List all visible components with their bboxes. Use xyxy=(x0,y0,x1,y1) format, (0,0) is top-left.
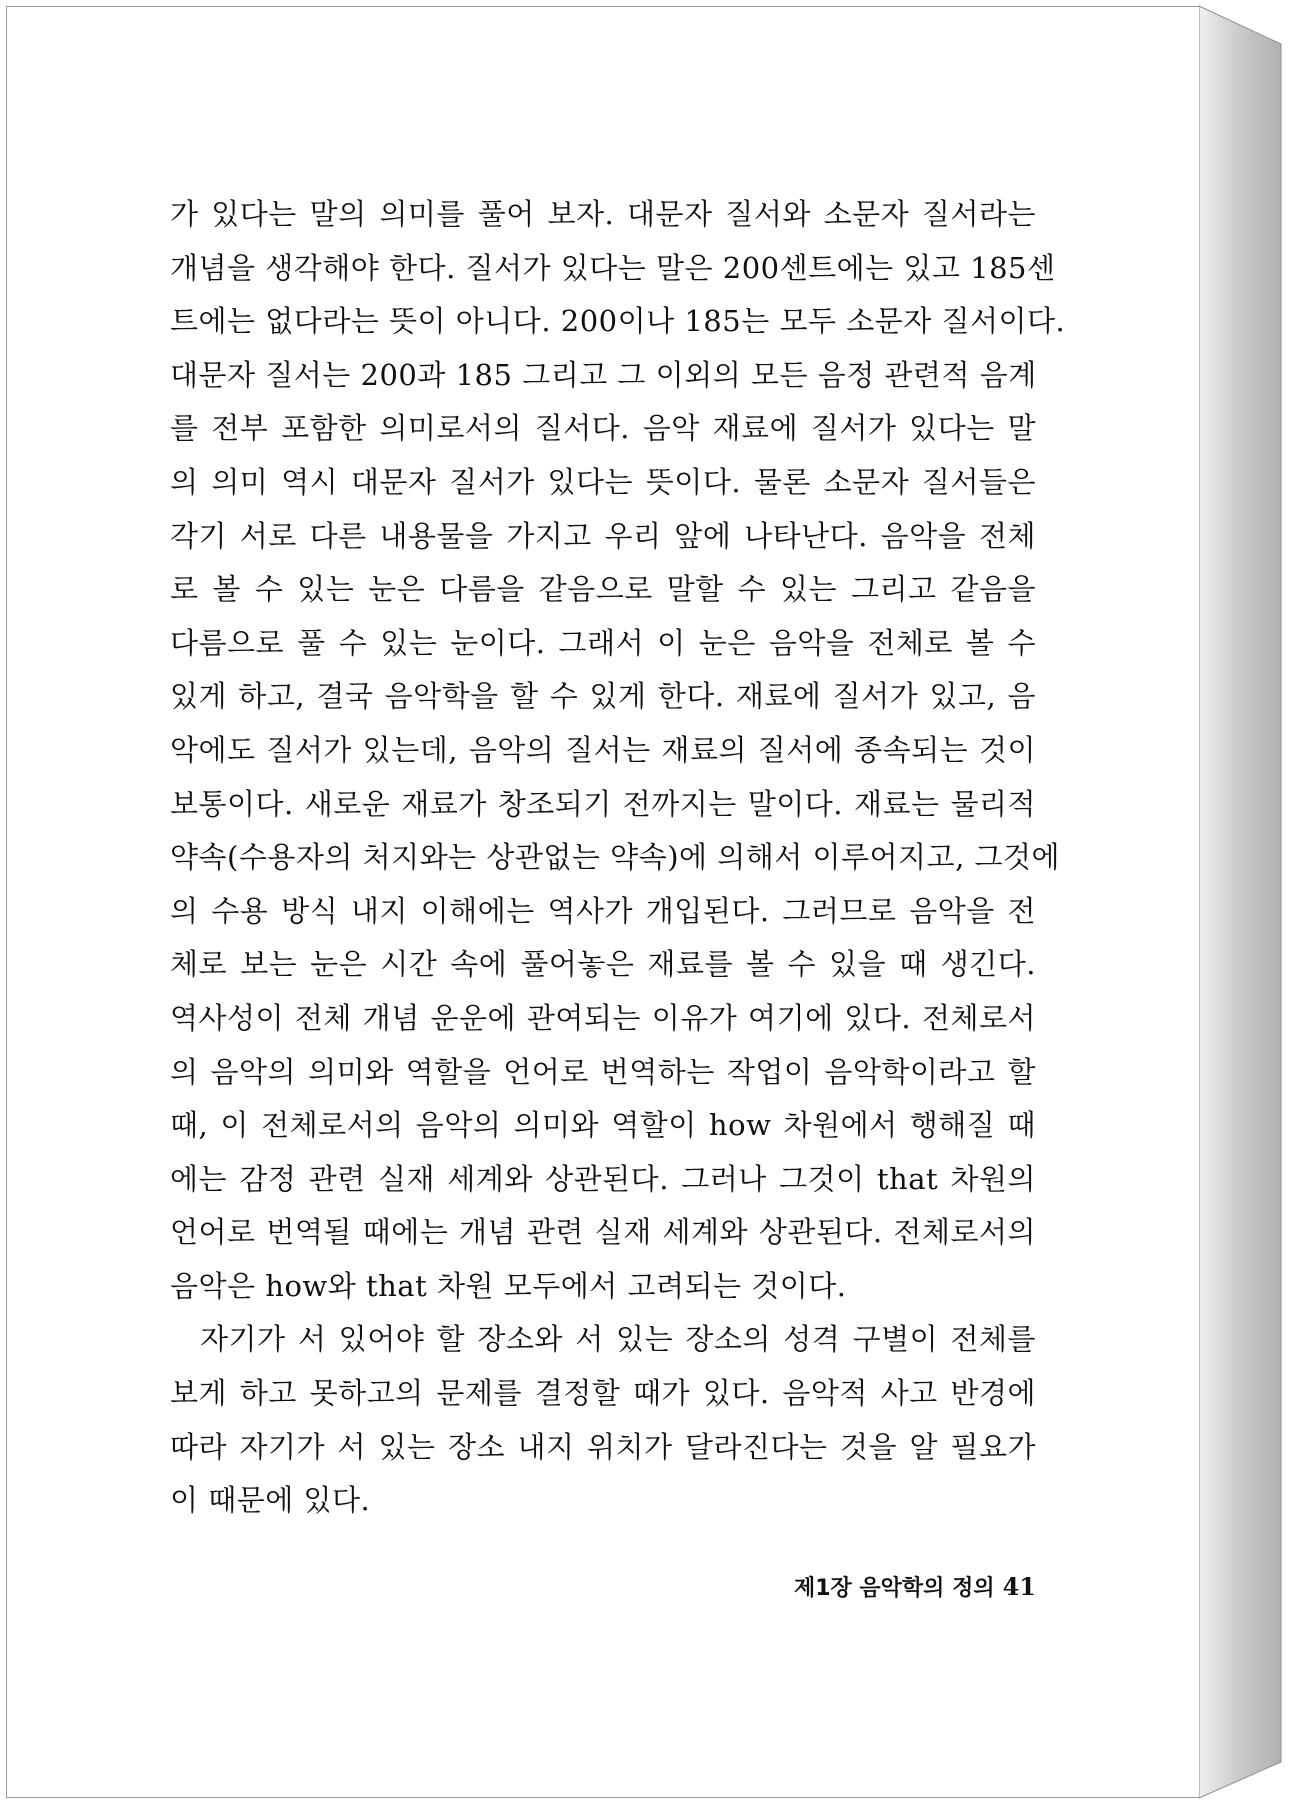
text-line: 개념을 생각해야 한다. 질서가 있다는 말은 200센트에는 있고 185센 xyxy=(170,250,1056,285)
paragraph-2 xyxy=(170,1313,1036,1527)
text-line: 보통이다. 새로운 재료가 창조되기 전까지는 말이다. 재료는 물리적 xyxy=(170,786,1036,821)
text-line: 보게 하고 못하고의 문제를 결정할 때가 있다. 음악적 사고 반경에 xyxy=(170,1376,1036,1411)
text-line: 로 볼 수 있는 눈은 다름을 같음으로 말할 수 있는 그리고 같음을 xyxy=(170,572,1036,607)
chapter-title: 제1장 음악학의 정의 xyxy=(793,1576,995,1601)
text-line: 트에는 없다라는 뜻이 아니다. 200이나 185는 모두 소문자 질서이다. xyxy=(170,304,1066,339)
text-line: 대문자 질서는 200과 185 그리고 그 이외의 모든 음정 관련적 음계 xyxy=(170,357,1037,392)
page-number: 41 xyxy=(1002,1572,1036,1601)
text-line: 때, 이 전체로서의 음악의 의미와 역할이 how 차원에서 행해질 때 xyxy=(170,1108,1036,1143)
text-line: 악에도 질서가 있는데, 음악의 질서는 재료의 질서에 종속되는 것이 xyxy=(170,732,1036,767)
text-line: 가 있다는 말의 의미를 풀어 보자. 대문자 질서와 소문자 질서라는 xyxy=(170,197,1036,231)
text-line: 에는 감정 관련 실재 세계와 상관된다. 그러나 그것이 that 차원의 xyxy=(170,1161,1036,1196)
text-line: 음악은 how와 that 차원 모두에서 고려되는 것이다. xyxy=(170,1268,847,1303)
text-line: 의 수용 방식 내지 이해에는 역사가 개입된다. 그러므로 음악을 전 xyxy=(170,893,1036,928)
text-line: 다름으로 풀 수 있는 눈이다. 그래서 이 눈은 음악을 전체로 볼 수 xyxy=(170,625,1036,660)
text-line: 자기가 서 있어야 할 장소와 서 있는 장소의 성격 구별이 전체를 xyxy=(200,1322,1036,1357)
running-footer xyxy=(736,1571,1036,1602)
text-line: 역사성이 전체 개념 운운에 관여되는 이유가 여기에 있다. 전체로서 xyxy=(170,1000,1036,1035)
paragraph-1 xyxy=(170,188,1066,1313)
text-line: 의 의미 역시 대문자 질서가 있다는 뜻이다. 물론 소문자 질서들은 xyxy=(170,464,1036,499)
text-line: 각기 서로 다른 내용물을 가지고 우리 앞에 나타난다. 음악을 전체 xyxy=(170,518,1036,553)
text-line: 있게 하고, 결국 음악학을 할 수 있게 한다. 재료에 질서가 있고, 음 xyxy=(170,679,1036,714)
text-line: 이 때문에 있다. xyxy=(170,1483,371,1518)
body-text xyxy=(170,188,1066,1528)
text-line: 따라 자기가 서 있는 장소 내지 위치가 달라진다는 것을 알 필요가 xyxy=(170,1429,1036,1464)
text-line: 를 전부 포함한 의미로서의 질서다. 음악 재료에 질서가 있다는 말 xyxy=(170,411,1036,446)
text-line: 언어로 번역될 때에는 개념 관련 실재 세계와 상관된다. 전체로서의 xyxy=(170,1215,1036,1250)
text-line: 체로 보는 눈은 시간 속에 풀어놓은 재료를 볼 수 있을 때 생긴다. xyxy=(170,947,1036,982)
text-line: 약속(수용자의 처지와는 상관없는 약속)에 의해서 이루어지고, 그것에 xyxy=(170,840,1061,875)
text-line: 의 음악의 의미와 역할을 언어로 번역하는 작업이 음악학이라고 할 xyxy=(170,1054,1036,1089)
